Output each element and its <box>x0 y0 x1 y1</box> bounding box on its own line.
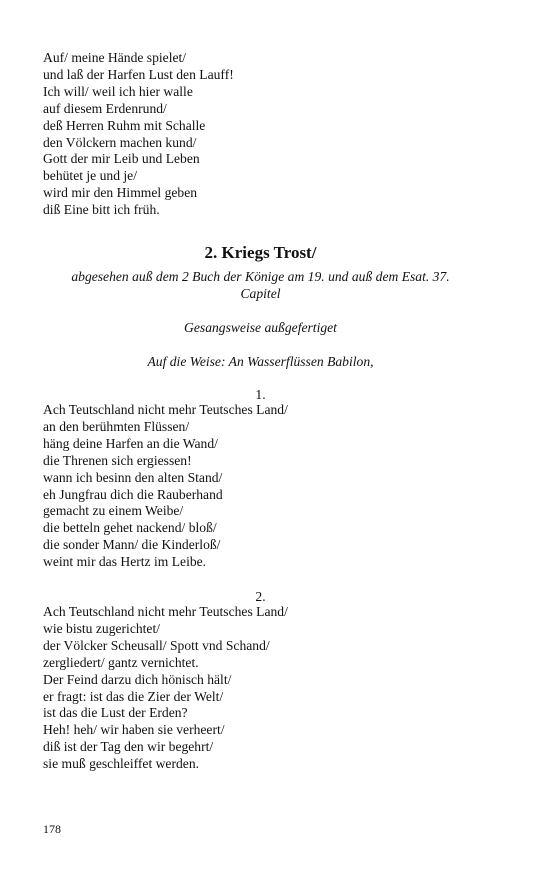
verse-line: wann ich besinn den alten Stand/ <box>43 469 223 485</box>
stanza-number: 1. <box>255 387 266 402</box>
verse-line: an den berühmten Flüssen/ <box>43 418 190 434</box>
verse-line: auf diesem Erdenrund/ <box>43 100 167 116</box>
subtitle-line: abgesehen auß dem 2 Buch der Könige am 19. und auß dem Esat. 37. <box>71 269 450 284</box>
verse-line: Gott der mir Leib und Leben <box>43 151 200 167</box>
song-mode-note: Gesangsweise außgefertiget <box>184 320 337 335</box>
verse-line: die Threnen sich ergiessen! <box>43 452 192 468</box>
verse-line: Der Feind darzu dich hönisch hält/ <box>43 671 232 687</box>
poem-title: 2. Kriegs Trost/ <box>204 243 317 262</box>
verse-line: diß Eine bitt ich früh. <box>43 202 160 218</box>
subtitle-line: Capitel <box>240 286 281 301</box>
verse-line: er fragt: ist das die Zier der Welt/ <box>43 688 224 704</box>
verse-line: Ach Teutschland nicht mehr Teutsches Land/ <box>43 604 288 619</box>
verse-line: wie bistu zugerichtet/ <box>43 620 161 636</box>
verse-line: weint mir das Hertz im Leibe. <box>43 554 207 570</box>
stanza <box>43 604 288 773</box>
verse-line: die betteln gehet nackend/ bloß/ <box>43 520 217 536</box>
verse-line: Ich will/ weil ich hier walle <box>43 83 193 99</box>
verse-line: Ach Teutschland nicht mehr Teutsches Land/ <box>43 402 288 417</box>
stanza <box>43 402 288 571</box>
verse-line: diß ist der Tag den wir begehrt/ <box>43 739 214 755</box>
verse-line: ist das die Lust der Erden? <box>43 705 188 721</box>
stanza-number: 2. <box>255 589 266 604</box>
verse-line: behütet je und je/ <box>43 168 137 184</box>
verse-line: Heh! heh/ wir haben sie verheert/ <box>43 722 225 738</box>
verse-line: die sonder Mann/ die Kinderloß/ <box>43 537 221 553</box>
verse-line: Auf/ meine Hände spielet/ <box>43 50 187 65</box>
verse-line: wird mir den Himmel geben <box>43 185 198 201</box>
verse-line: der Völcker Scheusall/ Spott vnd Schand/ <box>43 637 270 653</box>
verse-line: zergliedert/ gantz vernichtet. <box>43 654 199 670</box>
verse-line: sie muß geschleiffet werden. <box>43 756 200 772</box>
verse-line: deß Herren Ruhm mit Schalle <box>43 117 206 133</box>
poem-subtitle <box>43 268 478 302</box>
melody-note: Auf die Weise: An Wasserflüssen Babilon, <box>147 354 374 369</box>
page-number: 178 <box>43 822 61 836</box>
verse-line: eh Jungfrau dich die Rauberhand <box>43 486 223 502</box>
verse-line: und laß der Harfen Lust den Lauff! <box>43 66 234 82</box>
verse-line: gemacht zu einem Weibe/ <box>43 503 184 519</box>
verse-line: häng deine Harfen an die Wand/ <box>43 435 218 451</box>
stanza-continued <box>43 50 234 219</box>
verse-line: den Völckern machen kund/ <box>43 134 197 150</box>
